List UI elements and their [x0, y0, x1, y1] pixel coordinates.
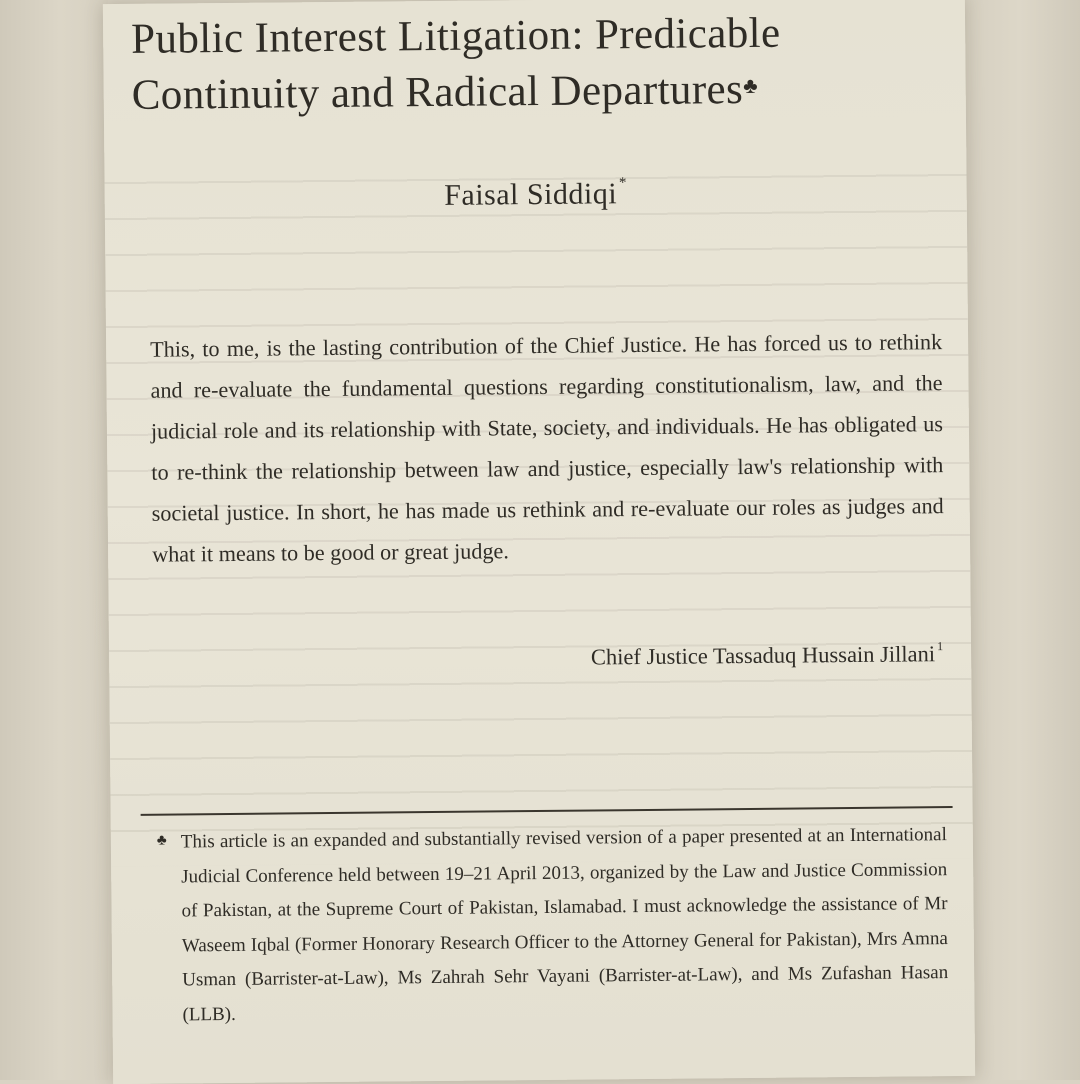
club-footnote-mark: ♣ [742, 72, 759, 99]
footnote-separator [141, 806, 953, 816]
author-footnote-mark: * [618, 175, 628, 192]
epigraph-attribution [591, 641, 943, 670]
title-line-1: Public Interest Litigation: Predicable [130, 9, 781, 63]
epigraph-quote: This, to me, is the lasting contribution of the Chief Justice. He has forced us to rethink and re-evaluate the fundamental questions regarding constitutionalism, law, and the judicial role and its relationship with State, society, and individuals. He has obligated us to re-think the relationship between law and justice, especially law's relationship with societal justice. In short, he has made us rethink and re-evaluate our roles as judges and what it means to be good or great judge. [150, 329, 944, 567]
title-line-2-text: Continuity and Radical Departures [131, 66, 744, 119]
footnote-text: This article is an expanded and substantially revised version of a paper presented at an International Judicial Conference held between 19–21 April 2013, organized by the Law and Justice Commission of Pakistan, at the Supreme Court of Pakistan, Islamabad. I must acknowledge the assistance of Mr Waseem Iqbal (Former Honorary Research Officer to the Attorney General for Pakistan), Mrs Amna Usman (Barrister-at-Law), Ms Zahrah Sehr Vayani (Barrister-at-Law), and Ms Zufashan Hasan (LLB). [180, 824, 949, 1025]
article-title [131, 4, 952, 124]
attribution-text: Chief Justice Tassaduq Hussain Jillani [590, 641, 936, 670]
title-line-2 [131, 60, 951, 124]
footnote [157, 818, 949, 1033]
author-name [105, 174, 967, 216]
author-name-text: Faisal Siddiqi [444, 177, 618, 212]
attribution-footnote-number: 1 [936, 639, 944, 654]
footnote-mark: ♣ [156, 832, 167, 849]
book-page [103, 0, 975, 1084]
